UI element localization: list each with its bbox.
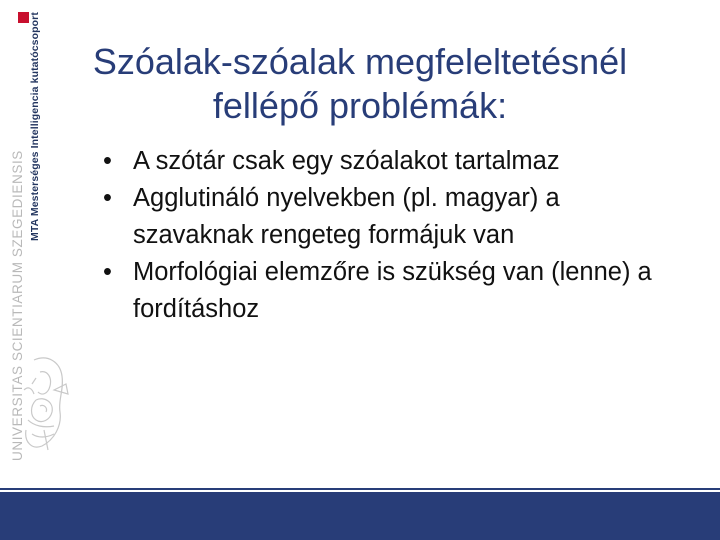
title-line: fellépő problémák:	[212, 85, 508, 126]
bullet-icon: •	[103, 147, 112, 175]
bullet-item	[100, 180, 660, 254]
logo-square	[18, 12, 29, 23]
footer-bar	[0, 492, 720, 540]
bullet-text: Morfológiai elemzőre is szükség van (lenne) a fordításhoz	[133, 258, 652, 323]
sidebar	[0, 0, 60, 480]
university-label: UNIVERSITAS SCIENTIARUM SZEGEDIENSIS	[10, 150, 25, 461]
bullet-icon: •	[103, 184, 112, 212]
bullet-text: Agglutináló nyelvekben (pl. magyar) a szavaknak rengeteg formájuk van	[133, 184, 560, 249]
bullet-item	[100, 143, 660, 180]
title-line: Szóalak-szóalak megfeleltetésnél	[92, 41, 628, 82]
footer-divider	[0, 488, 720, 490]
bullet-text: A szótár csak egy szóalakot tartalmaz	[133, 147, 560, 175]
slide-title	[60, 40, 660, 128]
footer	[0, 480, 720, 540]
bullet-item	[100, 254, 660, 328]
bullet-icon: •	[103, 258, 112, 286]
university-seal-icon	[14, 350, 78, 460]
research-group-label: MTA Mesterséges Intelligencia kutatócsoport	[29, 12, 41, 241]
bullet-list	[100, 143, 660, 328]
